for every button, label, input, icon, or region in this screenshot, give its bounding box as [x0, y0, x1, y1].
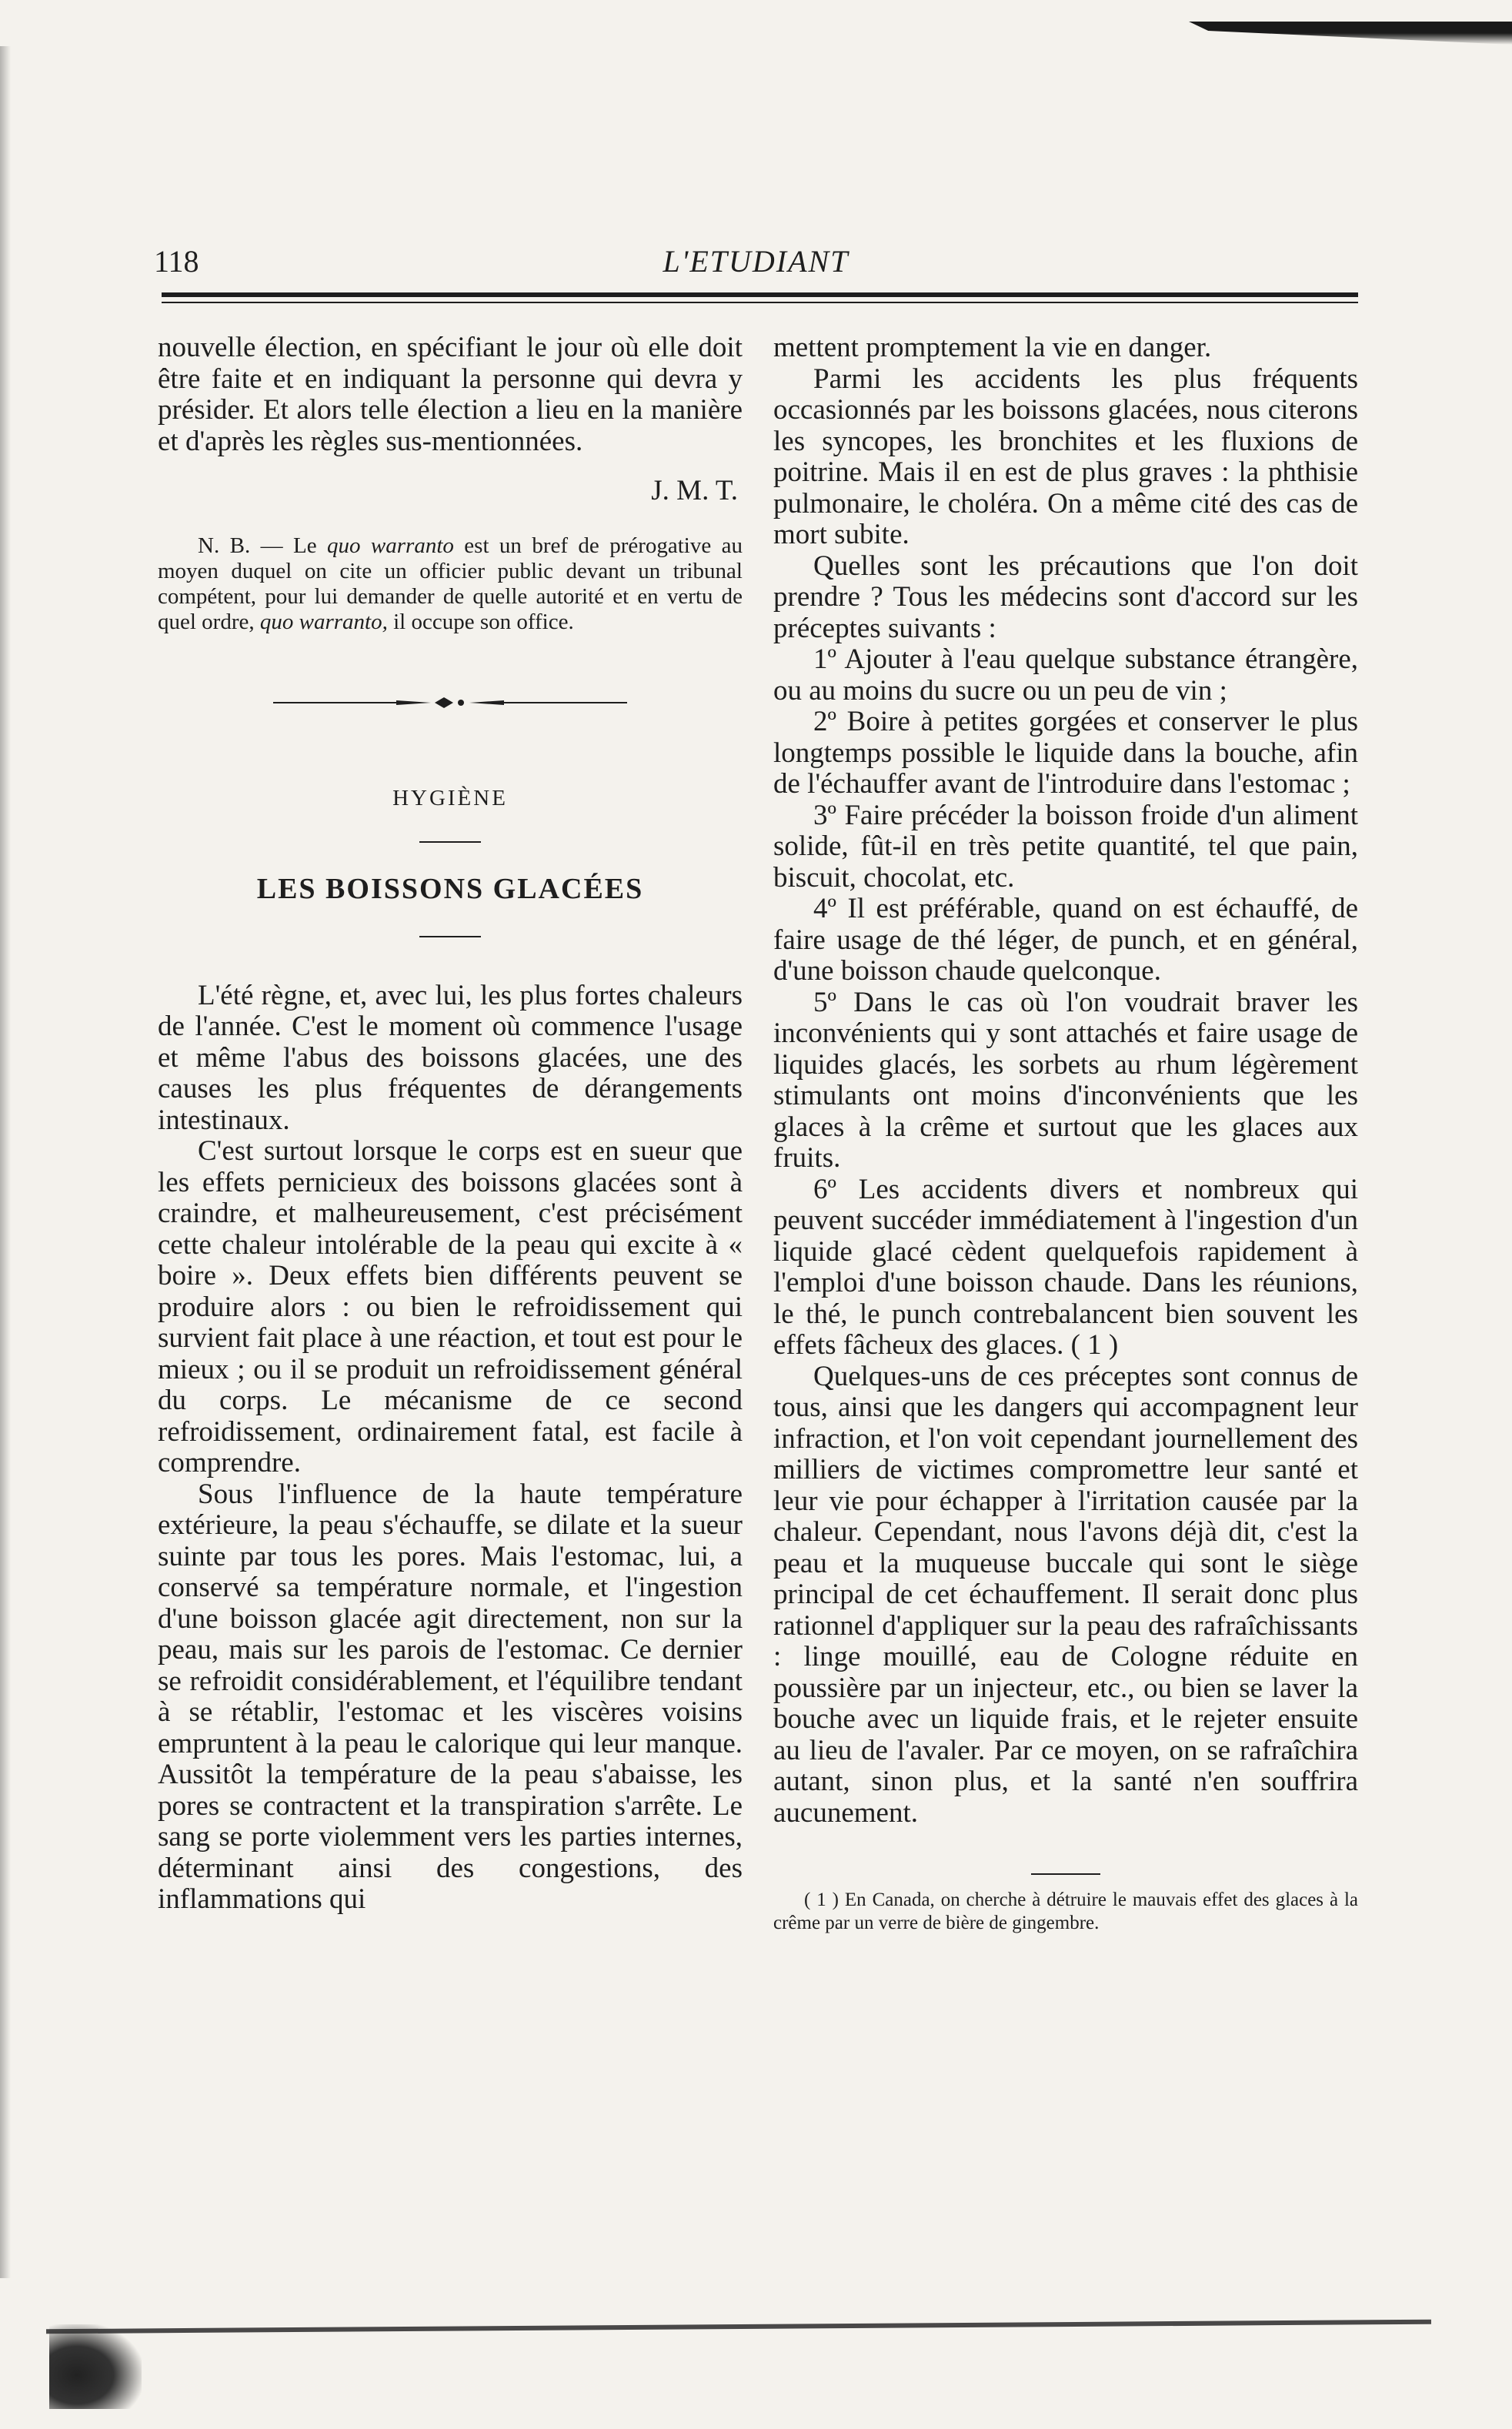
left-column	[158, 332, 743, 1916]
continued-paragraph: nouvelle élection, en spécifiant le jour où elle doit être faite et en indiquant la personne qui devra y présider. Et alors telle élection a lieu en la manière et d'après les règles sus-mentionnées.	[158, 332, 743, 457]
footnote: ( 1 ) En Canada, on cherche à détruire le mauvais effet des glaces à la crême par un verre de bière de gingembre.	[773, 1889, 1358, 1933]
precept-item: 4º Il est préférable, quand on est échauffé, de faire usage de thé léger, de punch, et en général, d'une boisson chaude quelconque.	[773, 893, 1358, 987]
scan-blot	[49, 2324, 142, 2409]
nota-bene	[158, 533, 743, 635]
article-paragraph: C'est surtout lorsque le corps est en sueur que les effets pernicieux des boissons glacées sont à craindre, et malheureusement, c'est précisément cette chaleur intolérable de la peau qui excite à « boire ». Deux effets bien différents peuvent se produire alors : ou bien le refroidissement qui survient fait place à une réaction, et tout est pour le mieux ; ou il se produit un refroidissement général du corps. Le mécanisme de ce second refroidissement, ordinairement fatal, est facile à comprendre.	[158, 1135, 743, 1478]
scan-edge-bottom	[46, 2320, 1431, 2334]
running-head: L'ETUDIANT	[663, 244, 849, 279]
nb-text: est un bref de prérogative au moyen duquel on cite un officier public devant un tribunal compétent, pour lui demander de quelle autorité et en vertu de quel ordre,	[158, 533, 743, 634]
header-rule-thick	[162, 292, 1358, 297]
article-paragraph: mettent promptement la vie en danger.	[773, 332, 1212, 363]
precept-item: 2º Boire à petites gorgées et conserver le plus longtemps possible le liquide dans la bouche, afin de l'échauffer avant de l'introduire dans l'estomac ;	[773, 706, 1358, 800]
scan-shadow-top	[1189, 22, 1512, 45]
page-header	[154, 243, 1358, 282]
precept-item: 6º Les accidents divers et nombreux qui peuvent succéder immédiatement à l'ingestion d'un liquide glacé cèdent quelquefois rapidement à l'emploi d'une boisson chaude. Dans les réunions, le thé, le punch contrebalancent bien souvent les effets fâcheux des glaces. ( 1 )	[773, 1173, 1358, 1361]
footnote-rule	[1031, 1873, 1100, 1875]
nb-label: N. B. — Le	[198, 533, 317, 558]
header-rule-thin	[162, 302, 1358, 303]
nb-term-2: quo warranto,	[259, 609, 388, 634]
article-title: LES BOISSONS GLACÉES	[256, 873, 644, 905]
precept-item: 3º Faire précéder la boisson froide d'un aliment solide, fût-il en très petite quantité, tel que pain, biscuit, chocolat, etc.	[773, 799, 1358, 894]
article-paragraph: Parmi les accidents les plus fréquents occasionnés par les boissons glacées, nous citerons les syncopes, les bronchites et les fluxions de poitrine. Mais il en est de plus graves : la phthisie pulmonaire, le choléra. On a même cité des cas de mort subite.	[773, 363, 1358, 550]
article-paragraph: Quelques-uns de ces préceptes sont connus de tous, ainsi que les dangers qui accompagnent leur infraction, et l'on voit cependant journellement des milliers de victimes compromettre leur santé et leur vie pour échapper à l'irritation causée par la chaleur. Cependant, nous l'avons déjà dit, c'est la peau et la muqueuse buccale qui sont le siège principal de cet échauffement. Il serait donc plus rationnel d'appliquer sur la peau des rafraîchissants : linge mouillé, eau de Cologne réduite en poussière par un injecteur, etc., ou bien se laver la bouche avec un liquide frais, et le rejeter ensuite au lieu de l'avaler. Par ce moyen, on se rafraîchira autant, sinon plus, et la santé n'en souffrira aucunement.	[773, 1360, 1358, 1829]
short-rule	[419, 841, 481, 843]
article-paragraph: Quelles sont les précautions que l'on doit prendre ? Tous les médecins sont d'accord sur les préceptes suivants :	[773, 550, 1358, 644]
scan-shadow-left	[0, 46, 11, 2278]
right-column	[773, 332, 1358, 1935]
precept-item: 5º Dans le cas où l'on voudrait braver les inconvénients qui y sont attachés et faire usage de liquides glacés, les sorbets au rhum légèrement stimulants ont moins d'inconvénients que les glaces à la crême et surtout que les glaces aux fruits.	[773, 986, 1358, 1174]
article-paragraph: Sous l'influence de la haute température extérieure, la peau s'échauffe, se dilate et la sueur suinte par tous les pores. Mais l'estomac, lui, a conservé sa température normale, et l'ingestion d'une boisson glacée agit directement, non sur la peau, mais sur les parois de l'estomac. Ce dernier se refroidit considérablement, et l'équilibre tendant à se rétablir, l'estomac et les viscères voisins empruntent à la peau le calorique qui leur manque. Aussitôt la température de la peau s'abaisse, les pores se contractent et la transpiration s'arrête. Le sang se porte violemment vers les parties internes, déterminant ainsi des congestions, des inflammations qui	[158, 1478, 743, 1915]
article-paragraph: L'été règne, et, avec lui, les plus fortes chaleurs de l'année. C'est le moment où commence l'usage et même l'abus des boissons glacées, une des causes les plus fréquentes de dérangements intestinaux.	[158, 979, 743, 1136]
nb-text-2: il occupe son office.	[393, 609, 574, 634]
precept-item: 1º Ajouter à l'eau quelque substance étrangère, ou au moins du sucre ou un peu de vin ;	[773, 643, 1358, 707]
author-signature: J. M. T.	[651, 475, 738, 506]
nb-term: quo warranto	[327, 533, 454, 558]
section-ornament	[273, 693, 627, 712]
section-label: HYGIÈNE	[392, 785, 508, 810]
page-number: 118	[154, 244, 199, 279]
short-rule	[419, 936, 481, 937]
